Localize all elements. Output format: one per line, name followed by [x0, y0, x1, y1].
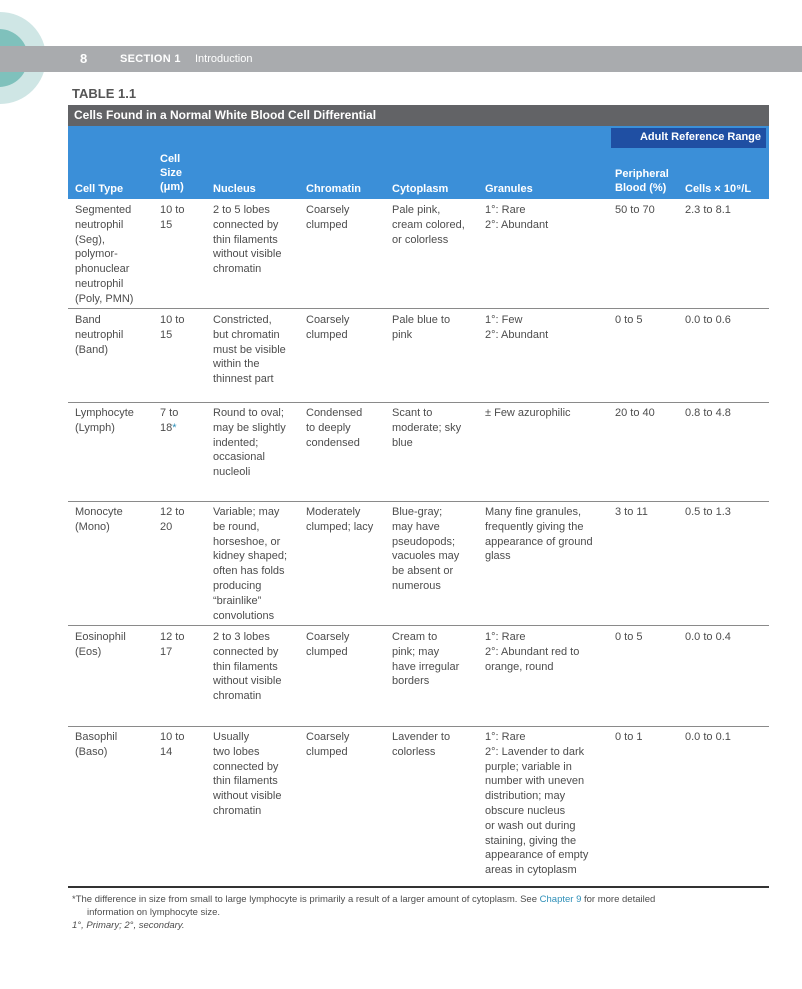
- cell-granules: [485, 630, 579, 674]
- row-divider: [68, 726, 769, 727]
- cell-cytoplasm: [392, 313, 450, 343]
- cell-peripheral: 0 to 5: [615, 314, 643, 326]
- cell-line: (Seg),: [75, 233, 105, 246]
- cell-line: vacuoles may: [392, 550, 460, 563]
- cell-cells: 0.0 to 0.6: [685, 314, 731, 326]
- cell-line: 18: [160, 421, 173, 434]
- cell-granules: [485, 406, 571, 421]
- row-divider: [68, 625, 769, 626]
- column-header-cell-size-line: Size: [160, 167, 183, 179]
- cell-line: often has folds: [213, 565, 285, 578]
- cell-line: 15: [160, 328, 173, 341]
- table-caption: Cells Found in a Normal White Blood Cell Differential: [74, 108, 377, 122]
- cell-cell-type: [75, 203, 133, 307]
- cell-cells: 0.5 to 1.3: [685, 506, 731, 518]
- cell-line: neutrophil: [75, 277, 124, 290]
- cell-line: Lymphocyte: [75, 407, 134, 419]
- cell-line: Basophil: [75, 731, 118, 743]
- section-title: Introduction: [195, 53, 253, 65]
- cell-line: 12 to: [160, 506, 185, 518]
- cell-line: neutrophil: [75, 218, 124, 231]
- cell-line: appearance of ground: [485, 535, 593, 548]
- cell-granules: [485, 203, 548, 233]
- cell-size: [160, 203, 184, 233]
- cell-granules: [485, 505, 593, 564]
- footnote-lymphocyte: [72, 893, 655, 906]
- cell-cytoplasm: [392, 203, 465, 247]
- cell-line: clumped: [306, 745, 348, 758]
- cell-line: clumped: [306, 328, 348, 341]
- cell-nucleus: [213, 203, 281, 277]
- cell-line: neutrophil: [75, 328, 124, 341]
- cell-cells: 0.8 to 4.8: [685, 407, 731, 419]
- cell-peripheral: 3 to 11: [615, 506, 648, 518]
- cell-line: borders: [392, 675, 430, 688]
- cell-line: 10 to: [160, 204, 185, 216]
- cell-nucleus: [213, 630, 281, 704]
- cell-line: Pale pink,: [392, 204, 441, 216]
- cell-size: [160, 406, 178, 436]
- cell-line: staining, giving the: [485, 834, 577, 847]
- cell-line: 2°: Abundant: [485, 328, 549, 341]
- cell-cell-type: [75, 630, 126, 660]
- column-header-peripheral-blood: [615, 167, 669, 195]
- cell-line: or colorless: [392, 233, 449, 246]
- cell-chromatin: [306, 313, 349, 343]
- column-header-nucleus: Nucleus: [213, 183, 256, 195]
- cell-line: 2°: Abundant: [485, 218, 549, 231]
- cell-line: may be slightly: [213, 421, 286, 434]
- cell-line: 20: [160, 520, 173, 533]
- cell-line: (Eos): [75, 645, 102, 658]
- column-header-granules: Granules: [485, 183, 533, 195]
- cell-line: thin filaments: [213, 660, 278, 673]
- cell-line: Coarsely: [306, 314, 350, 326]
- cell-line: two lobes: [213, 745, 260, 758]
- cell-peripheral: 0 to 1: [615, 731, 643, 743]
- cell-line: orange, round: [485, 660, 554, 673]
- cell-line: Usually: [213, 731, 250, 743]
- cell-line: without visible: [213, 675, 282, 688]
- column-header-cell-type: Cell Type: [75, 183, 124, 195]
- cell-chromatin: [306, 505, 373, 535]
- cell-line: connected by: [213, 645, 279, 658]
- cell-line: producing: [213, 579, 262, 592]
- cell-peripheral: 50 to 70: [615, 204, 655, 216]
- cell-line: Many fine granules,: [485, 506, 581, 518]
- cell-line: be round,: [213, 520, 260, 533]
- cell-nucleus: [213, 730, 281, 819]
- cell-line: thin filaments: [213, 233, 278, 246]
- cell-line: must be visible: [213, 343, 286, 356]
- footnote-marker: *: [172, 421, 177, 434]
- cell-line: connected by: [213, 218, 279, 231]
- cell-line: chromatin: [213, 804, 262, 817]
- cell-nucleus: [213, 406, 286, 480]
- cell-line: kidney shaped;: [213, 550, 287, 563]
- cell-line: purple; variable in: [485, 760, 572, 773]
- cell-cell-type: [75, 730, 117, 760]
- cell-line: connected by: [213, 760, 279, 773]
- cell-line: clumped: [306, 645, 348, 658]
- cell-line: number with uneven: [485, 775, 585, 788]
- cell-line: 2°: Lavender to dark: [485, 745, 585, 758]
- cell-cytoplasm: [392, 406, 461, 450]
- cell-line: Moderately: [306, 506, 361, 518]
- cell-line: condensed: [306, 436, 360, 449]
- cell-line: occasional: [213, 451, 265, 464]
- cell-size: [160, 313, 184, 343]
- cell-line: but chromatin: [213, 328, 280, 341]
- cell-line: obscure nucleus: [485, 804, 566, 817]
- cell-line: 10 to: [160, 731, 185, 743]
- cell-line: Round to oval;: [213, 407, 284, 419]
- cell-line: within the: [213, 358, 260, 371]
- cell-line: Variable; may: [213, 506, 280, 518]
- cell-line: 1°: Rare: [485, 631, 526, 643]
- cell-line: 1°: Few: [485, 314, 523, 326]
- cell-line: Monocyte: [75, 506, 123, 518]
- column-header-cytoplasm: Cytoplasm: [392, 183, 449, 195]
- cell-line: be absent or: [392, 565, 454, 578]
- section-label: SECTION 1: [120, 53, 181, 65]
- cell-line: areas in cytoplasm: [485, 864, 577, 877]
- cell-nucleus: [213, 313, 286, 387]
- cell-line: 2 to 3 lobes: [213, 631, 270, 643]
- cell-line: (Baso): [75, 745, 108, 758]
- cell-line: 1°: Rare: [485, 204, 526, 216]
- cell-size: [160, 505, 184, 535]
- cell-chromatin: [306, 203, 349, 233]
- cell-peripheral: 20 to 40: [615, 407, 655, 419]
- cell-line: pseudopods;: [392, 535, 455, 548]
- cell-line: may have: [392, 520, 440, 533]
- cell-peripheral: 0 to 5: [615, 631, 643, 643]
- cell-line: horseshoe, or: [213, 535, 281, 548]
- row-divider: [68, 501, 769, 502]
- column-header-chromatin: Chromatin: [306, 183, 361, 195]
- column-header-cell-size-line: Cell: [160, 153, 181, 165]
- cell-line: polymor-: [75, 248, 118, 261]
- footnote-text-end: for more detailed: [581, 894, 656, 905]
- cell-line: convolutions: [213, 609, 275, 622]
- cell-line: Scant to: [392, 407, 433, 419]
- cell-size: [160, 730, 184, 760]
- cell-line: 17: [160, 645, 173, 658]
- cell-line: pink; may: [392, 645, 440, 658]
- cell-cells: 2.3 to 8.1: [685, 204, 731, 216]
- cell-size: [160, 630, 184, 660]
- cell-line: Condensed: [306, 407, 363, 419]
- cell-line: to deeply: [306, 421, 351, 434]
- column-header-peripheral-line: Blood (%): [615, 182, 667, 194]
- cell-line: clumped: [306, 218, 348, 231]
- cell-line: 2 to 5 lobes: [213, 204, 270, 216]
- footnote-text: *The difference in size from small to large lymphocyte is primarily a result of a larger amount of cytoplasm. See: [72, 894, 540, 905]
- cell-line: (Poly, PMN): [75, 292, 134, 305]
- cell-cells: 0.0 to 0.1: [685, 731, 731, 743]
- cell-line-with-marker: [160, 421, 178, 436]
- cell-line: (Mono): [75, 520, 110, 533]
- cell-line: ± Few azurophilic: [485, 407, 571, 419]
- footnote-granule-key: 1°, Primary; 2°, secondary.: [72, 920, 185, 931]
- cell-line: Segmented: [75, 204, 132, 216]
- cell-granules: [485, 730, 588, 878]
- cell-line: pink: [392, 328, 413, 341]
- column-header-peripheral-line: Peripheral: [615, 168, 669, 180]
- cell-line: “brainlike”: [213, 594, 262, 607]
- cell-line: Cream to: [392, 631, 438, 643]
- cell-line: distribution; may: [485, 790, 566, 803]
- cell-line: clumped; lacy: [306, 520, 374, 533]
- cell-line: 7 to: [160, 407, 179, 419]
- cell-line: frequently giving the: [485, 520, 584, 533]
- column-header-cell-size: [160, 152, 184, 194]
- table-label: TABLE 1.1: [72, 86, 137, 101]
- cell-line: 1°: Rare: [485, 731, 526, 743]
- cell-line: 10 to: [160, 314, 185, 326]
- cell-cytoplasm: [392, 730, 450, 760]
- footnote-lymphocyte-cont: information on lymphocyte size.: [87, 907, 221, 918]
- cell-cell-type: [75, 406, 134, 436]
- cell-line: without visible: [213, 248, 282, 261]
- cell-line: (Band): [75, 343, 109, 356]
- cell-line: indented;: [213, 436, 259, 449]
- cell-line: numerous: [392, 579, 441, 592]
- cell-line: thin filaments: [213, 775, 278, 788]
- cell-line: colorless: [392, 745, 436, 758]
- cell-cells: 0.0 to 0.4: [685, 631, 731, 643]
- cell-line: 2°: Abundant red to: [485, 645, 580, 658]
- cell-line: moderate; sky: [392, 421, 462, 434]
- cell-granules: [485, 313, 548, 343]
- cell-line: chromatin: [213, 690, 262, 703]
- row-divider: [68, 402, 769, 403]
- column-header-cell-size-line: (μm): [160, 181, 184, 193]
- reference-range-label: Adult Reference Range: [639, 131, 761, 143]
- cell-cytoplasm: [392, 630, 459, 689]
- cell-chromatin: [306, 630, 349, 660]
- cell-line: phonuclear: [75, 263, 130, 276]
- cell-chromatin: [306, 730, 349, 760]
- cell-line: or wash out during: [485, 819, 576, 832]
- cell-line: 15: [160, 218, 173, 231]
- cell-line: cream colored,: [392, 218, 465, 231]
- cell-line: have irregular: [392, 660, 460, 673]
- cell-line: 14: [160, 745, 173, 758]
- cell-line: Blue-gray;: [392, 506, 443, 518]
- column-header-cells: Cells × 10⁹/L: [685, 183, 752, 195]
- cell-line: appearance of empty: [485, 849, 589, 862]
- chapter-9-link[interactable]: Chapter 9: [539, 894, 582, 905]
- cell-line: Lavender to: [392, 731, 451, 743]
- cell-cytoplasm: [392, 505, 459, 594]
- cell-line: without visible: [213, 790, 282, 803]
- cell-line: Coarsely: [306, 631, 350, 643]
- cell-line: Band: [75, 314, 101, 326]
- cell-line: blue: [392, 436, 413, 449]
- cell-cell-type: [75, 313, 123, 357]
- cell-line: Coarsely: [306, 204, 350, 216]
- row-divider: [68, 886, 769, 888]
- cell-chromatin: [306, 406, 362, 450]
- cell-nucleus: [213, 505, 287, 623]
- cell-line: Pale blue to: [392, 314, 451, 326]
- cell-line: glass: [485, 550, 511, 563]
- cell-line: Eosinophil: [75, 631, 126, 643]
- cell-cell-type: [75, 505, 123, 535]
- cell-line: Constricted,: [213, 314, 272, 326]
- cell-line: nucleoli: [213, 466, 251, 479]
- cell-line: thinnest part: [213, 373, 274, 386]
- page-number: 8: [80, 51, 88, 66]
- cell-line: Coarsely: [306, 731, 350, 743]
- cell-line: (Lymph): [75, 421, 115, 434]
- cell-line: chromatin: [213, 263, 262, 276]
- row-divider: [68, 308, 769, 309]
- cell-line: 12 to: [160, 631, 185, 643]
